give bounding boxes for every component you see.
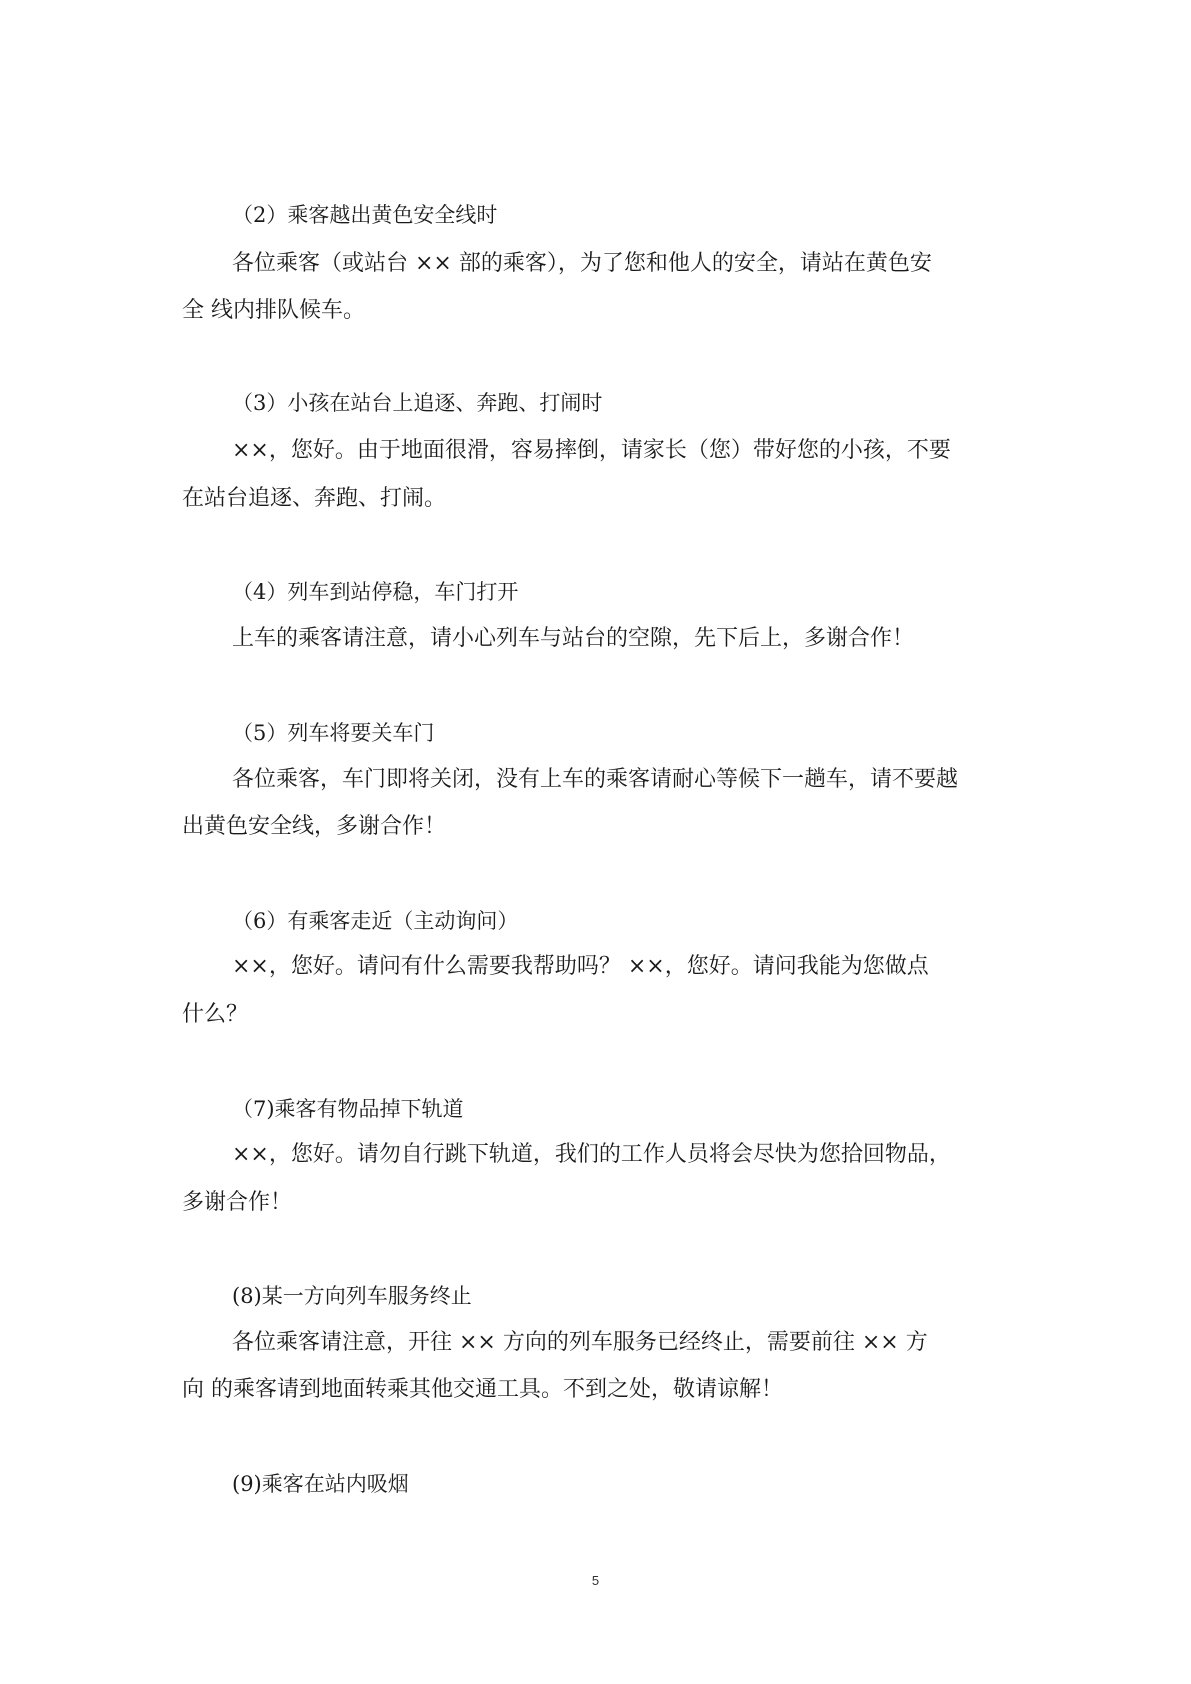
section-heading: (9)乘客在站内吸烟 (232, 1472, 409, 1496)
section-heading: （2）乘客越出黄色安全线时 (232, 203, 498, 227)
section-heading: （6）有乘客走近（主动询问） (232, 909, 519, 933)
section-body-line: ××，您好。请勿自行跳下轨道，我们的工作人员将会尽快为您拾回物品， (232, 1142, 951, 1167)
section-body-line: 上车的乘客请注意，请小心列车与站台的空隙，先下后上，多谢合作！ (232, 626, 915, 651)
section-body-line: ××，您好。由于地面很滑，容易摔倒，请家长（您）带好您的小孩，不要 (232, 438, 951, 463)
section-body-line: 各位乘客（或站台 ×× 部的乘客），为了您和他人的安全，请站在黄色安 (232, 251, 932, 276)
section-heading: （7)乘客有物品掉下轨道 (232, 1097, 464, 1121)
section-body-line: 多谢合作！ (182, 1190, 293, 1215)
section-heading: （5）列车将要关车门 (232, 721, 435, 745)
section-body-line: 各位乘客，车门即将关闭，没有上车的乘客请耐心等候下一趟车，请不要越 (232, 767, 959, 792)
section-body-line: 各位乘客请注意，开往 ×× 方向的列车服务已经终止，需要前往 ×× 方 (232, 1330, 928, 1355)
section-body-line: 向 的乘客请到地面转乘其他交通工具。不到之处，敬请谅解！ (182, 1377, 783, 1402)
section-body-line: ××，您好。请问有什么需要我帮助吗？ ××，您好。请问我能为您做点 (232, 954, 929, 979)
section-heading: （4）列车到站停稳，车门打开 (232, 580, 519, 604)
section-heading: (8)某一方向列车服务终止 (232, 1284, 472, 1308)
section-body-line: 什么？ (182, 1002, 249, 1027)
section-heading: （3）小孩在站台上追逐、奔跑、打闹时 (232, 391, 603, 415)
page-number: 5 (591, 1573, 600, 1588)
section-body-line: 全 线内排队候车。 (182, 298, 365, 323)
section-body-line: 出黄色安全线，多谢合作！ (182, 814, 447, 839)
section-body-line: 在站台追逐、奔跑、打闹。 (182, 486, 447, 511)
